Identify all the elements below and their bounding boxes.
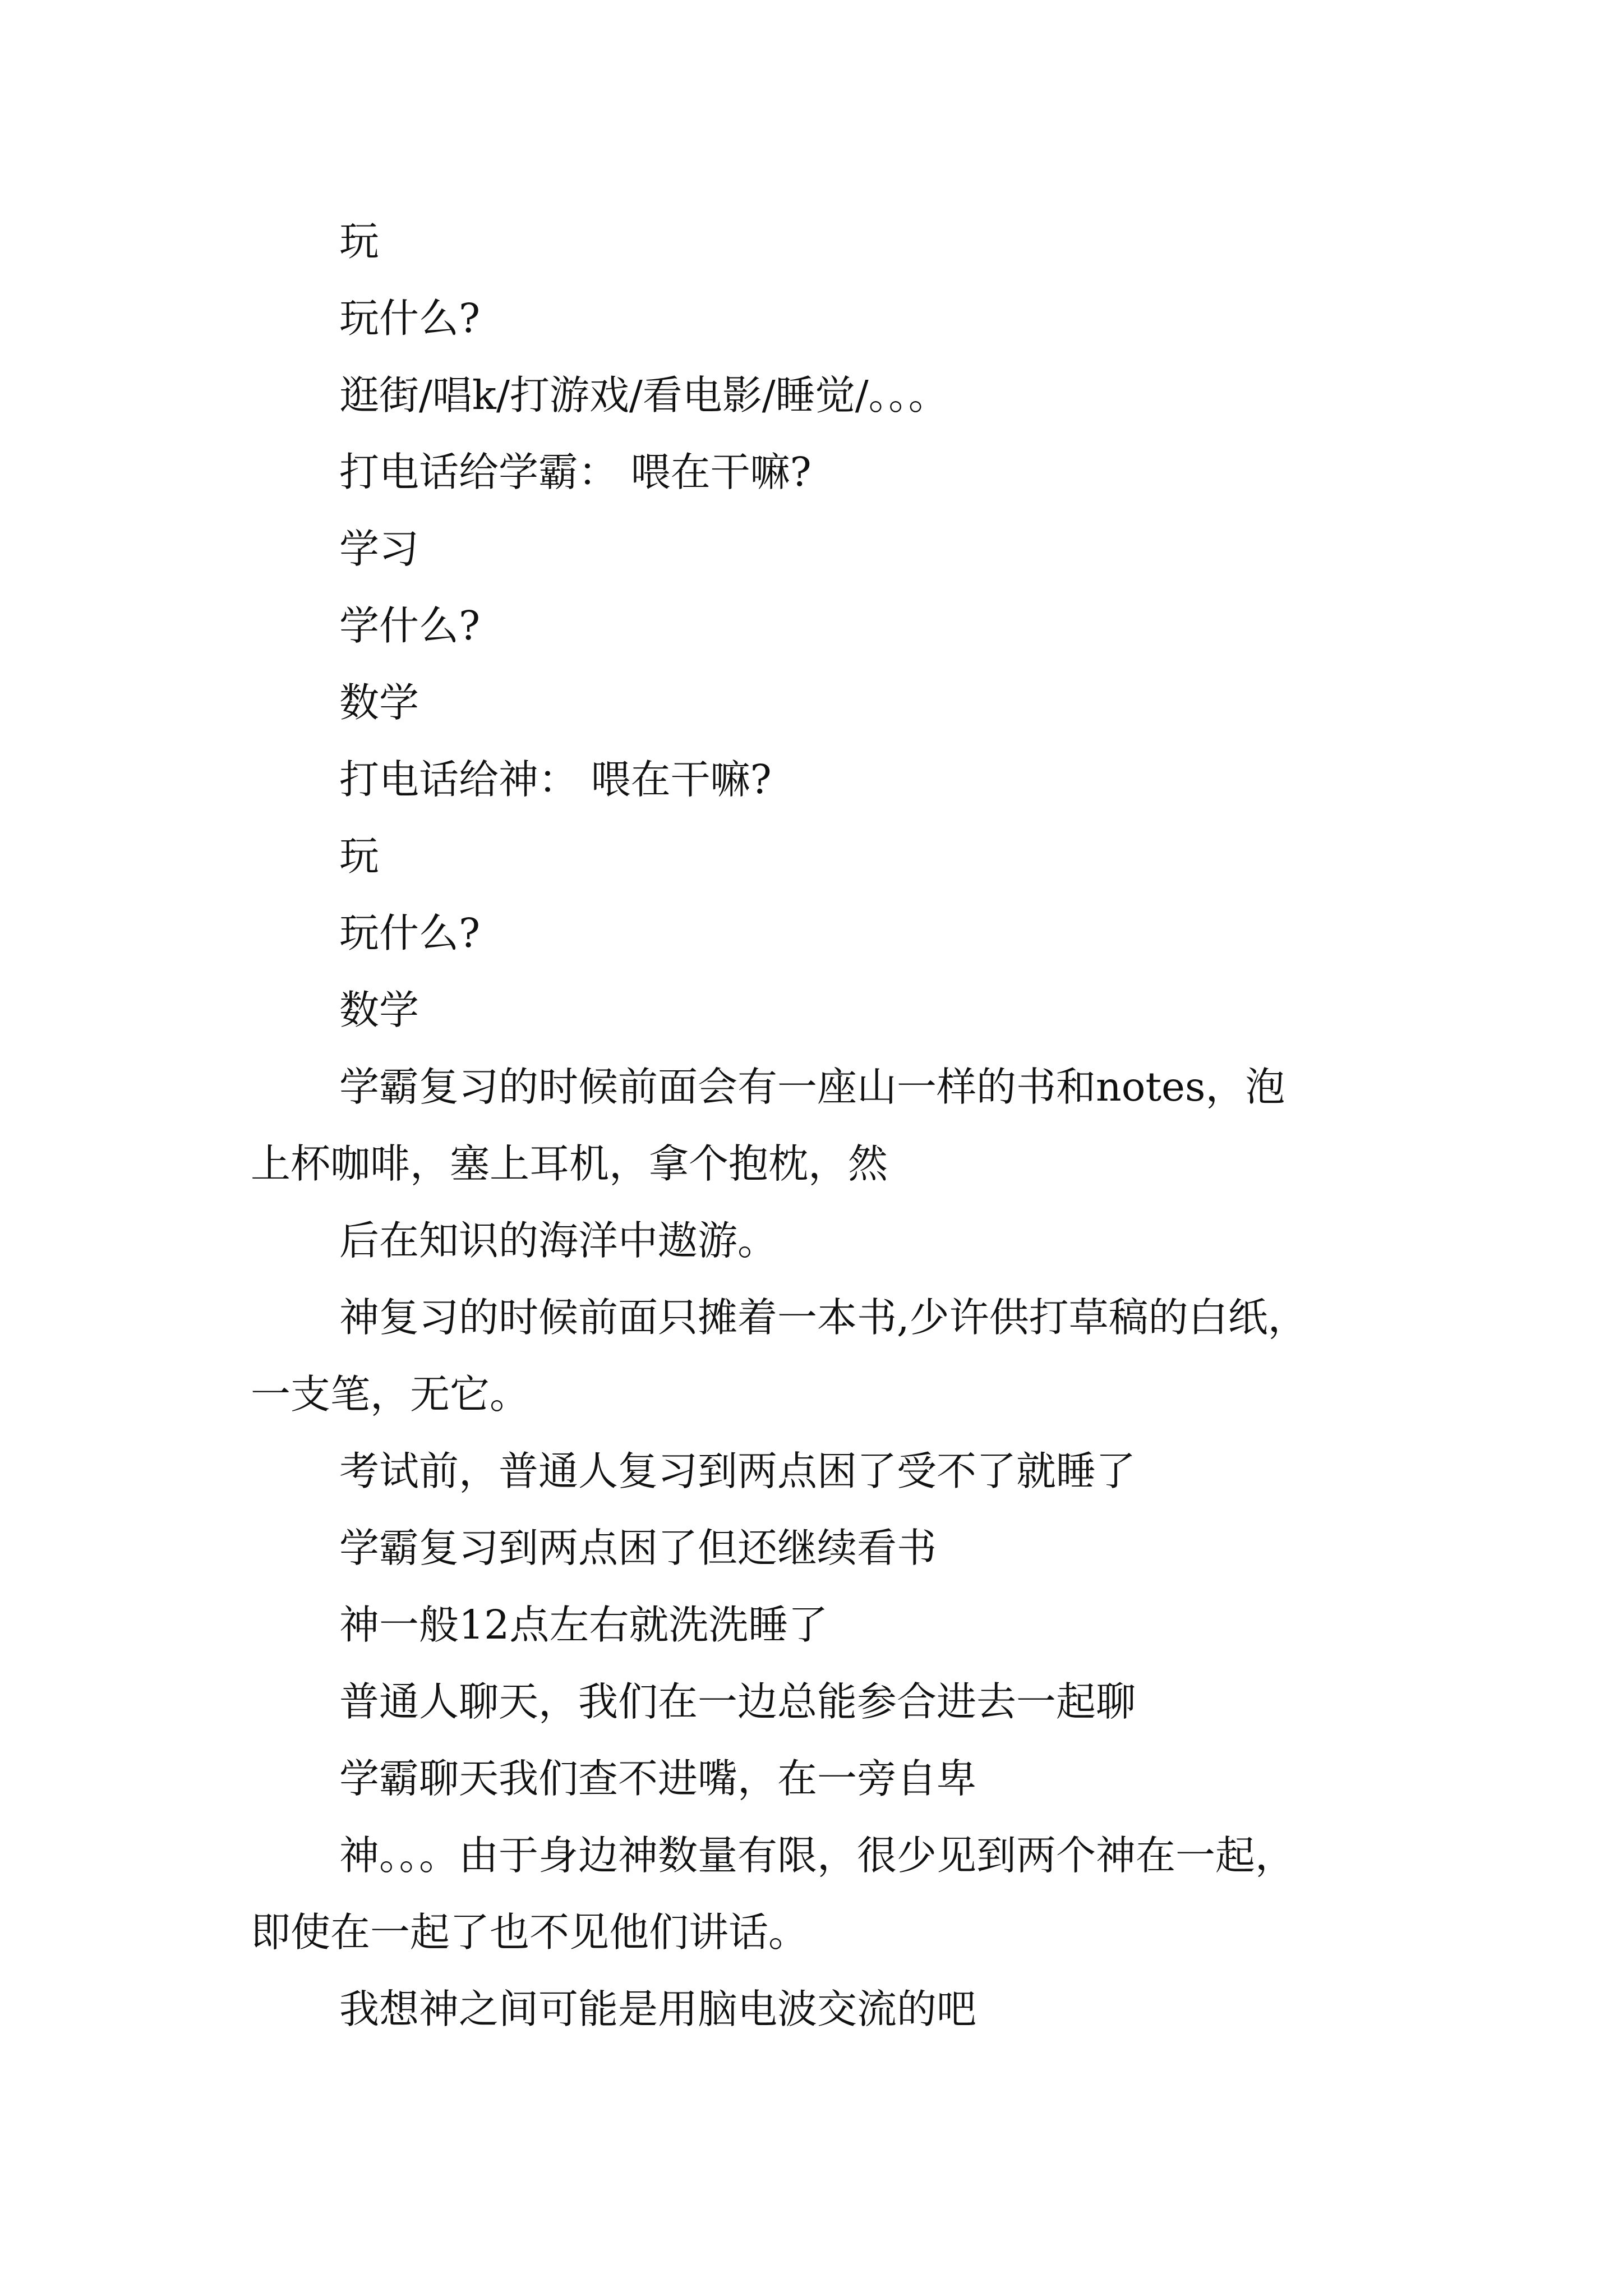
paragraph: 神一般12点左右就洗洗睡了: [339, 1602, 828, 1648]
document-body: [251, 203, 1413, 2047]
paragraph: 学习: [339, 526, 419, 572]
paragraph: 学霸复习的时候前面会有一座山一样的书和notes，泡 上杯咖啡，塞上耳机，拿个抱枕，然: [251, 1064, 1285, 1187]
paragraph: 学霸聊天我们查不进嘴，在一旁自卑: [339, 1755, 977, 1802]
paragraph: 后在知识的海洋中遨游。: [339, 1217, 778, 1264]
paragraph: 逛街/唱k/打游戏/看电影/睡觉/。。。: [339, 372, 948, 418]
paragraph: 数学: [339, 679, 419, 726]
paragraph: 玩: [339, 833, 380, 880]
paragraph: 学霸复习到两点困了但还继续看书: [339, 1525, 937, 1571]
paragraph: 玩什么?: [339, 295, 481, 342]
paragraph: 打电话给神： 喂在干嘛?: [339, 756, 772, 803]
paragraph: 玩什么?: [339, 910, 481, 956]
paragraph: 普通人聊天，我们在一边总能参合进去一起聊: [339, 1678, 1136, 1725]
paragraph: 数学: [339, 987, 419, 1033]
paragraph: 我想神之间可能是用脑电波交流的吧: [339, 1986, 977, 2032]
paragraph: 学什么?: [339, 602, 481, 649]
paragraph: 考试前，普通人复习到两点困了受不了就睡了: [339, 1448, 1136, 1494]
paragraph: 神复习的时候前面只摊着一本书,少许供打草稿的白纸， 一支笔，无它。: [251, 1294, 1308, 1418]
paragraph: 打电话给学霸： 喂在干嘛?: [339, 449, 811, 495]
paragraph: 神。。。由于身边神数量有限，很少见到两个神在一起， 即使在一起了也不见他们讲话。: [251, 1832, 1295, 1955]
paragraph: 玩: [339, 218, 380, 265]
